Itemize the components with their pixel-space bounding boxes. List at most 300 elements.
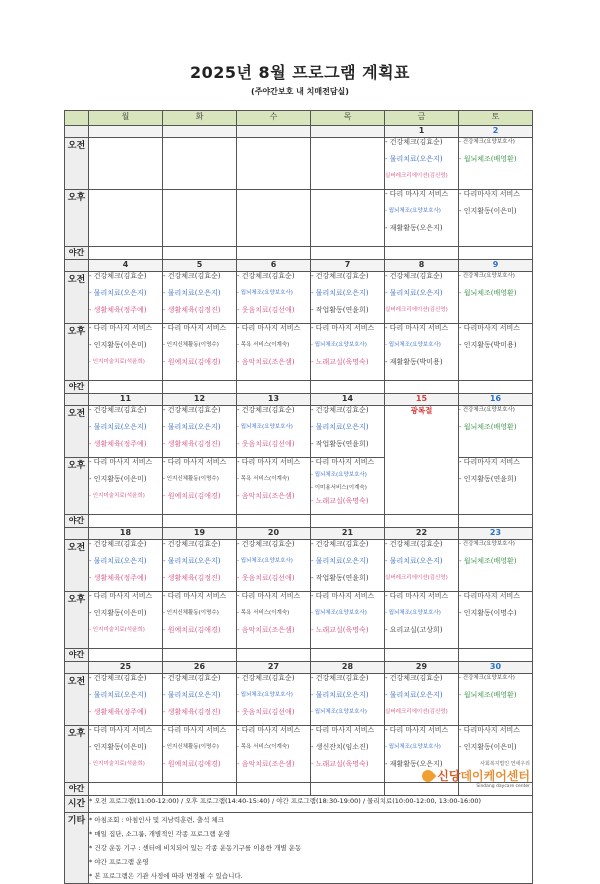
night-cell	[311, 381, 385, 394]
date-cell: 4	[89, 260, 163, 272]
night-label: 야간	[65, 381, 89, 394]
program-cell	[89, 674, 163, 726]
night-cell	[311, 649, 385, 662]
program-item: - 음악치료(조은샘)	[237, 760, 295, 768]
program-item: - 웜뇌체조(요양보호사)	[237, 558, 293, 564]
program-item: - 음악치료(조은샘)	[237, 492, 295, 500]
program-item: - 건강체크(요양보호사)	[459, 541, 515, 547]
program-item: - 인지활동(이은미)	[89, 743, 147, 751]
date-cell: 23	[459, 528, 533, 540]
night-cell	[459, 515, 533, 528]
program-item: - 물리치료(오은지)	[385, 691, 443, 699]
night-label: 야간	[65, 649, 89, 662]
note-item: * 아침조회 : 아침인사 및 지남력훈련, 출석 체크	[89, 816, 224, 824]
program-cell	[311, 190, 385, 247]
logo-sub-text: Sindang daycare center	[476, 784, 530, 789]
program-item: - 원예치료(김애경)	[163, 760, 221, 768]
program-cell	[237, 190, 311, 247]
program-cell	[385, 190, 459, 247]
night-label: 야간	[65, 783, 89, 796]
program-item: - 다리 마사지 서비스	[385, 726, 449, 734]
date-cell: 28	[311, 662, 385, 674]
program-item: - 작업활동(연윤희)	[311, 440, 369, 448]
program-item: - 다리 마사지 서비스	[163, 458, 227, 466]
morning-row	[65, 406, 533, 458]
program-item: - 인지활동(이은미)	[89, 341, 147, 349]
program-cell	[385, 540, 459, 592]
program-item: - 재활활동(오은지)	[385, 760, 443, 768]
program-item: - 웜뇌체조(요양보호사)	[237, 692, 293, 698]
night-label: 야간	[65, 515, 89, 528]
date-cell: 13	[237, 394, 311, 406]
program-cell	[163, 272, 237, 324]
date-cell: 11	[89, 394, 163, 406]
program-item: - 다리 마사지 서비스	[385, 324, 449, 332]
program-item: - 노래교실(육명숙)	[311, 626, 369, 634]
program-cell	[385, 592, 459, 649]
program-item: - 노래교실(육명숙)	[311, 760, 369, 768]
program-item: - 물리치료(오은지)	[163, 557, 221, 565]
night-cell	[311, 247, 385, 260]
day-header: 화	[163, 111, 237, 126]
morning-label: 오전	[65, 272, 89, 324]
program-cell	[89, 272, 163, 324]
program-cell	[163, 190, 237, 247]
program-item: - 건강체크(김효순)	[163, 406, 221, 414]
program-item: - 목욕 서비스(이계숙)	[237, 342, 290, 348]
night-cell	[459, 381, 533, 394]
morning-label: 오전	[65, 406, 89, 458]
date-row	[65, 260, 533, 272]
date-cell: 2	[459, 126, 533, 138]
program-item: - 다리 마사지 서비스	[89, 726, 153, 734]
program-item: - 건강체크(김효순)	[237, 272, 295, 280]
header-corner	[65, 111, 89, 126]
program-cell	[163, 592, 237, 649]
program-cell	[459, 674, 533, 726]
morning-row	[65, 138, 533, 190]
program-item: - 건강체크(김효순)	[89, 406, 147, 414]
program-item: - 건강체크(김효순)	[163, 540, 221, 548]
night-cell	[385, 381, 459, 394]
program-item: - 음악치료(조은샘)	[237, 626, 295, 634]
program-cell	[311, 592, 385, 649]
program-item: - 다리 마사지 서비스	[163, 592, 227, 600]
date-cell: 7	[311, 260, 385, 272]
program-cell	[89, 324, 163, 381]
date-cell: 14	[311, 394, 385, 406]
program-item: - 건강체크(김효순)	[237, 406, 295, 414]
program-item: - 생활체육(정주예)	[89, 708, 147, 716]
afternoon-label: 오후	[65, 190, 89, 247]
program-item: - 인지활동(박미용)	[459, 341, 517, 349]
program-item: 실버레크리에이션(김신영)	[385, 173, 448, 179]
program-item: - 건강체크(김효순)	[237, 674, 295, 682]
program-item: - 물리치료(오은지)	[89, 691, 147, 699]
afternoon-label: 오후	[65, 726, 89, 783]
night-cell	[89, 247, 163, 260]
program-cell	[385, 138, 459, 190]
program-item: - 생활체육(정주예)	[89, 440, 147, 448]
program-cell	[89, 726, 163, 783]
program-item: - 다리 마사지 서비스	[163, 726, 227, 734]
program-item: - 건강체크(요양보호사)	[459, 407, 515, 413]
program-cell	[459, 138, 533, 190]
afternoon-label: 오후	[65, 324, 89, 381]
day-header: 월	[89, 111, 163, 126]
date-cell: 6	[237, 260, 311, 272]
date-cell: 19	[163, 528, 237, 540]
program-item: - 물리치료(오은지)	[89, 289, 147, 297]
program-item: - 물리치료(오은지)	[163, 691, 221, 699]
program-item: - 물리치료(오은지)	[385, 155, 443, 163]
program-cell	[237, 272, 311, 324]
program-cell	[237, 540, 311, 592]
date-cell: 25	[89, 662, 163, 674]
night-cell	[89, 515, 163, 528]
program-item: - 인지신체활동(이명수)	[163, 342, 219, 348]
notes-cell	[89, 813, 533, 884]
note-item: * 매일 집단, 소그룹, 개별적인 각종 프로그램 운영	[89, 830, 231, 838]
program-item: - 물리치료(오은지)	[163, 423, 221, 431]
program-item: - 원예치료(김애경)	[163, 492, 221, 500]
program-cell	[237, 324, 311, 381]
program-item: - 다리 마사지 서비스	[311, 324, 375, 332]
program-item: - 인지활동(이은미)	[459, 743, 517, 751]
day-header: 토	[459, 111, 533, 126]
program-item: - 인지미술치료(석윤희)	[89, 761, 145, 767]
notes-row	[65, 813, 533, 884]
night-cell	[163, 381, 237, 394]
program-item: - 생신잔치(임소진)	[311, 743, 369, 751]
date-cell: 5	[163, 260, 237, 272]
program-cell	[237, 406, 311, 458]
program-item: - 다리 마사지 서비스	[311, 592, 375, 600]
program-item: - 인지신체활동(이명수)	[163, 610, 219, 616]
program-item: - 건강체크(김효순)	[311, 406, 369, 414]
night-cell	[459, 247, 533, 260]
night-cell	[89, 783, 163, 796]
program-cell	[311, 726, 385, 783]
program-item: - 건강체크(요양보호사)	[459, 273, 515, 279]
date-cell: 22	[385, 528, 459, 540]
night-row	[65, 247, 533, 260]
program-item: - 건강체크(김효순)	[385, 540, 443, 548]
date-cell	[163, 126, 237, 138]
page-title: 2025년 8월 프로그램 계획표	[190, 63, 410, 82]
program-item: - 이미용서비스(이계숙)	[311, 485, 367, 491]
night-row	[65, 381, 533, 394]
program-item: - 목욕 서비스(이계숙)	[237, 610, 290, 616]
date-row-label	[65, 662, 89, 674]
night-cell	[311, 515, 385, 528]
program-cell	[163, 406, 237, 458]
program-item: - 목욕 서비스(이계숙)	[237, 744, 290, 750]
night-cell	[237, 783, 311, 796]
program-cell	[385, 272, 459, 324]
program-item: - 물리치료(오은지)	[311, 423, 369, 431]
program-item: 실버레크리에이션(김신영)	[385, 307, 448, 313]
program-item: - 물리치료(오은지)	[311, 557, 369, 565]
program-cell	[459, 458, 533, 515]
program-cell	[163, 138, 237, 190]
program-item: - 다리마사지 서비스	[459, 592, 521, 600]
program-item: - 물리치료(오은지)	[163, 289, 221, 297]
program-item: - 다리 마사지 서비스	[311, 726, 375, 734]
time-label: 시간	[65, 796, 89, 813]
program-item: - 다리 마사지 서비스	[385, 592, 449, 600]
logo-name-a: 신당	[437, 769, 461, 783]
program-item: - 인지활동(이은미)	[89, 609, 147, 617]
night-cell	[237, 381, 311, 394]
program-cell	[89, 190, 163, 247]
program-item: - 건강체크(요양보호사)	[459, 139, 515, 145]
program-item: - 웜뇌체조(요양보호사)	[237, 290, 293, 296]
night-cell	[163, 783, 237, 796]
program-item: - 웃음치료(김선애)	[237, 440, 295, 448]
program-cell	[459, 406, 533, 458]
program-item: - 물리치료(오은지)	[385, 557, 443, 565]
program-item: - 생활체육(정주예)	[89, 574, 147, 582]
program-item: - 다리 마사지 서비스	[237, 592, 301, 600]
program-cell	[237, 138, 311, 190]
day-header-row	[65, 111, 533, 126]
program-item: - 다리마사지 서비스	[459, 458, 521, 466]
program-item: - 웜뇌체조(요양보호사)	[237, 424, 293, 430]
program-item: - 재활활동(박미용)	[385, 358, 443, 366]
morning-label: 오전	[65, 540, 89, 592]
afternoon-label: 오후	[65, 592, 89, 649]
night-cell	[237, 515, 311, 528]
program-item: - 작업활동(연윤희)	[311, 574, 369, 582]
program-item: - 인지미술치료(석윤희)	[89, 627, 145, 633]
program-item: - 건강체크(김효순)	[163, 674, 221, 682]
program-item: - 다리 마사지 서비스	[89, 458, 153, 466]
program-item: - 건강체크(김효순)	[311, 674, 369, 682]
program-cell	[311, 406, 385, 458]
program-item: - 다리 마사지 서비스	[89, 592, 153, 600]
program-item: - 다리 마사지 서비스	[385, 190, 449, 198]
program-item: - 다리 마사지 서비스	[89, 324, 153, 332]
day-header: 금	[385, 111, 459, 126]
night-row	[65, 649, 533, 662]
program-item: - 다리 마사지 서비스	[237, 726, 301, 734]
program-item: - 생활체육(김정진)	[163, 306, 221, 314]
program-item: - 웜뇌체조(요양보호사)	[385, 610, 441, 616]
program-cell	[459, 324, 533, 381]
program-item: - 웜뇌체조(요양보호사)	[311, 709, 367, 715]
note-item: * 건강 운동 기구 : 센터에 비치되어 있는 각종 운동기구를 이용한 개별 운동	[89, 844, 302, 852]
program-cell	[89, 138, 163, 190]
program-cell	[163, 726, 237, 783]
date-cell: 20	[237, 528, 311, 540]
program-cell	[459, 540, 533, 592]
program-item: - 물리치료(오은지)	[311, 691, 369, 699]
night-cell	[89, 381, 163, 394]
program-item: - 인지활동(이은미)	[459, 207, 517, 215]
date-cell: 16	[459, 394, 533, 406]
program-cell	[311, 458, 385, 515]
program-item: - 인지미술치료(석윤희)	[89, 493, 145, 499]
date-cell: 26	[163, 662, 237, 674]
program-item: - 웜뇌체조(요양보호사)	[311, 342, 367, 348]
program-item: - 생활체육(김정진)	[163, 574, 221, 582]
program-item: - 다리마사지 서비스	[459, 190, 521, 198]
date-cell: 1	[385, 126, 459, 138]
program-item: - 웜뇌체조(배영환)	[459, 289, 517, 297]
program-item: - 인지활동(연윤희)	[459, 475, 517, 483]
program-item: - 음악치료(조은샘)	[237, 358, 295, 366]
program-cell	[237, 674, 311, 726]
program-cell	[237, 458, 311, 515]
program-item: - 인지활동(이명수)	[459, 609, 517, 617]
morning-row	[65, 674, 533, 726]
night-cell	[163, 649, 237, 662]
date-row-label	[65, 260, 89, 272]
note-item: * 본 프로그램은 기관 사정에 따라 변경될 수 있습니다.	[89, 872, 243, 880]
program-item: - 웜뇌체조(요양보호사)	[385, 208, 441, 214]
logo-leaf-icon	[420, 767, 437, 784]
program-item: - 웜뇌체조(배영환)	[459, 155, 517, 163]
program-cell	[311, 138, 385, 190]
program-item: - 웜뇌체조(배영환)	[459, 557, 517, 565]
program-item: - 건강체크(김효순)	[237, 540, 295, 548]
program-item: - 생활체육(김정진)	[163, 708, 221, 716]
date-row	[65, 662, 533, 674]
logo-main	[420, 767, 530, 784]
time-schedule-text: * 오전 프로그램(11:00-12:00) / 오후 프로그램(14:40-15:40) / 야간 프로그램(18:30-19:00) / 물리치료(10:00-12:00, 13:00-16:00)	[89, 796, 533, 813]
night-cell	[237, 649, 311, 662]
date-cell: 29	[385, 662, 459, 674]
program-item: - 건강체크(김효순)	[385, 272, 443, 280]
program-item: - 물리치료(오은지)	[311, 289, 369, 297]
program-cell	[311, 272, 385, 324]
afternoon-row	[65, 324, 533, 381]
program-cell	[89, 592, 163, 649]
night-cell	[237, 247, 311, 260]
program-item: - 웜뇌체조(요양보호사)	[385, 744, 441, 750]
program-cell	[163, 674, 237, 726]
program-item: - 건강체크(김효순)	[385, 674, 443, 682]
program-cell	[89, 406, 163, 458]
program-item: - 건강체크(김효순)	[163, 272, 221, 280]
program-item: - 다리 마사지 서비스	[311, 458, 375, 466]
program-item: - 물리치료(오은지)	[89, 557, 147, 565]
night-cell	[163, 515, 237, 528]
night-cell	[163, 247, 237, 260]
program-item: - 물리치료(오은지)	[385, 289, 443, 297]
date-row-label	[65, 528, 89, 540]
program-item: - 웜뇌체조(요양보호사)	[385, 342, 441, 348]
program-cell	[459, 272, 533, 324]
program-cell	[459, 592, 533, 649]
program-cell	[385, 324, 459, 381]
afternoon-row	[65, 190, 533, 247]
night-label: 야간	[65, 247, 89, 260]
program-item: - 인지신체활동(이명수)	[163, 744, 219, 750]
program-item: - 생활체육(정주예)	[89, 306, 147, 314]
program-item: - 웃음치료(김선애)	[237, 306, 295, 314]
program-item: - 다리 마사지 서비스	[163, 324, 227, 332]
program-item: - 건강체크(김효순)	[311, 540, 369, 548]
date-cell: 9	[459, 260, 533, 272]
program-item: - 건강체크(김효순)	[311, 272, 369, 280]
program-item: - 목욕 서비스(이계숙)	[237, 476, 290, 482]
night-cell	[385, 247, 459, 260]
morning-row	[65, 540, 533, 592]
program-item: - 원예치료(김애경)	[163, 626, 221, 634]
date-cell	[89, 126, 163, 138]
program-item: - 재활활동(오은지)	[385, 224, 443, 232]
date-cell: 27	[237, 662, 311, 674]
program-item: - 웃음치료(김선애)	[237, 574, 295, 582]
program-item: - 건강체크(김효순)	[89, 540, 147, 548]
date-row-label	[65, 126, 89, 138]
night-cell	[311, 783, 385, 796]
center-logo	[420, 760, 530, 802]
program-item: 실버레크리에이션(김신영)	[385, 575, 448, 581]
program-cell	[237, 726, 311, 783]
program-cell	[311, 324, 385, 381]
note-item: * 야간 프로그램 운영	[89, 858, 149, 866]
date-cell: 21	[311, 528, 385, 540]
date-row-label	[65, 394, 89, 406]
program-item: - 노래교실(육명숙)	[311, 497, 369, 505]
night-cell	[385, 649, 459, 662]
date-cell: 12	[163, 394, 237, 406]
program-cell	[459, 190, 533, 247]
program-item: - 건강체크(김효순)	[89, 674, 147, 682]
program-item: - 웜뇌체조(배영환)	[459, 691, 517, 699]
program-item: - 웜뇌체조(요양보호사)	[311, 472, 367, 478]
program-item: - 다리마사지 서비스	[459, 324, 521, 332]
program-item: - 다리 마사지 서비스	[237, 324, 301, 332]
program-item: - 인지활동(이은미)	[89, 475, 147, 483]
program-item: - 작업활동(연윤희)	[311, 306, 369, 314]
program-cell	[89, 540, 163, 592]
program-item: - 웜뇌체조(배영환)	[459, 423, 517, 431]
night-row	[65, 515, 533, 528]
date-row	[65, 394, 533, 406]
program-item: - 물리치료(오은지)	[89, 423, 147, 431]
day-header: 목	[311, 111, 385, 126]
program-cell	[89, 458, 163, 515]
program-cell	[385, 674, 459, 726]
holiday-cell: 광복절	[385, 406, 459, 515]
day-header: 수	[237, 111, 311, 126]
program-cell	[163, 540, 237, 592]
program-cell	[237, 592, 311, 649]
date-cell: 15	[385, 394, 459, 406]
program-cell	[311, 540, 385, 592]
program-item: - 인지미술치료(석윤희)	[89, 359, 145, 365]
date-row	[65, 528, 533, 540]
logo-org-text: 사회복지법인 연세우리	[480, 761, 530, 767]
date-cell: 30	[459, 662, 533, 674]
date-row	[65, 126, 533, 138]
night-cell	[89, 649, 163, 662]
etc-label: 기타	[65, 813, 89, 884]
program-item: - 건강체크(요양보호사)	[459, 675, 515, 681]
program-cell	[163, 324, 237, 381]
program-item: - 웃음치료(김선애)	[237, 708, 295, 716]
program-item: - 다리마사지 서비스	[459, 726, 521, 734]
date-cell: 8	[385, 260, 459, 272]
afternoon-row	[65, 458, 533, 515]
date-cell	[237, 126, 311, 138]
date-cell	[311, 126, 385, 138]
program-item: 실버레크리에이션(김신영)	[385, 709, 448, 715]
